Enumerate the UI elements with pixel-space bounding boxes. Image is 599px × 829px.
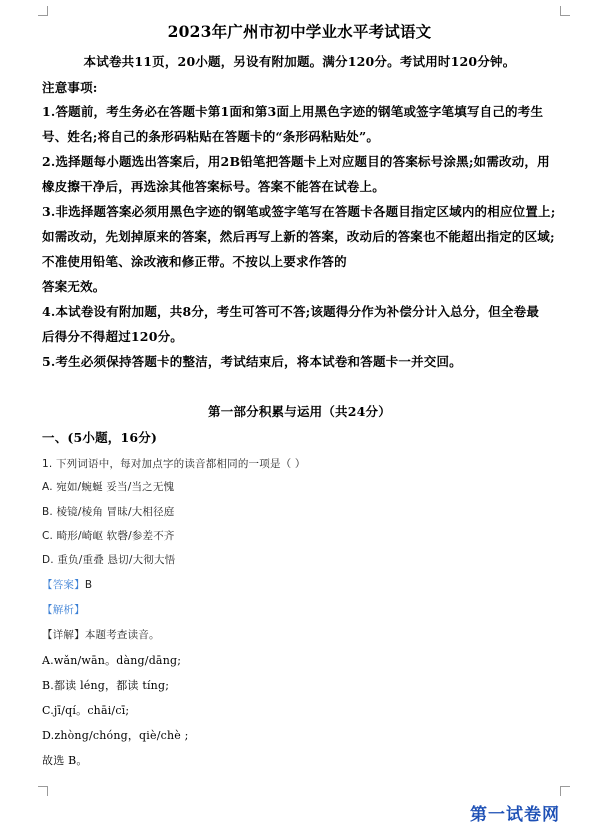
answer-value: B	[84, 579, 93, 591]
note-line: 1.答题前，考生务必在答题卡第1面和第3面上用黑色字迹的钢笔或签字笔填写自己的考生	[42, 104, 544, 119]
note-line: 如需改动，先划掉原来的答案，然后再写上新的答案，改动后的答案也不能超出指定的区域;	[42, 229, 555, 244]
note-line: 答案无效。	[42, 279, 106, 294]
answer-line	[42, 577, 92, 592]
detail-line	[42, 627, 160, 642]
note-line: 不准使用铅笔、涂改液和修正带。不按以上要求作答的	[42, 254, 347, 269]
note-line: 2.选择题每小题选出答案后，用2B铅笔把答题卡上对应题目的答案标号涂黑;如需改动，用	[42, 154, 550, 169]
page-title: 2023年广州市初中学业水平考试语文	[167, 22, 432, 41]
note-line: 后得分不得超过120分。	[42, 329, 183, 344]
note-line: 号、姓名;将自己的条形码粘贴在答题卡的“条形码粘贴处”。	[42, 129, 380, 144]
option-d: D. 重负/重叠 恳切/大彻大悟	[42, 554, 176, 566]
answer-tag: 【答案】	[42, 579, 85, 591]
part-heading: 第一部分积累与运用（共24分）	[208, 404, 391, 419]
crop-mark-top-left	[38, 6, 48, 16]
detail-tag: 【详解】	[42, 629, 85, 641]
question-1: 1. 下列词语中，每对加点字的读音都相同的一项是（ ）	[42, 458, 306, 470]
note-line: 3.非选择题答案必须用黑色字迹的钢笔或签字笔写在答题卡各题目指定区域内的相应位置上;	[42, 204, 556, 219]
notes-heading: 注意事项:	[42, 80, 98, 95]
crop-mark-bottom-right	[560, 786, 570, 796]
option-b: B. 棱镜/棱角 冒昧/大相径庭	[42, 506, 175, 518]
explanation-line: C.jī/qí。chāi/cī;	[42, 704, 130, 717]
watermark-logo: 第一试卷网	[470, 805, 560, 825]
crop-mark-top-right	[560, 6, 570, 16]
option-c: C. 畸形/崎岖 软磬/参差不齐	[42, 530, 175, 542]
note-line: 5.考生必须保持答题卡的整洁，考试结束后，将本试卷和答题卡一并交回。	[42, 354, 462, 369]
note-line: 4.本试卷设有附加题，共8分，考生可答可不答;该题得分作为补偿分计入总分，但全卷最	[42, 304, 540, 319]
crop-mark-bottom-left	[38, 786, 48, 796]
analysis-tag: 【解析】	[42, 604, 85, 616]
explanation-line: D.zhòng/chóng，qiè/chè ;	[42, 729, 189, 742]
exam-intro: 本试卷共11页，20小题，另设有附加题。满分120分。考试用时120分钟。	[83, 54, 516, 69]
option-a: A. 宛如/蜿蜒 妥当/当之无愧	[42, 481, 175, 493]
explanation-line: B.都读 léng，都读 tíng;	[42, 679, 170, 692]
note-line: 橡皮擦干净后，再选涂其他答案标号。答案不能答在试卷上。	[42, 179, 385, 194]
explanation-line: A.wǎn/wān。dàng/dāng;	[42, 654, 182, 667]
detail-text: 本题考查读音。	[84, 629, 160, 641]
explanation-line: 故选 B。	[42, 754, 88, 767]
section-heading: 一、(5小题，16分)	[42, 430, 158, 445]
